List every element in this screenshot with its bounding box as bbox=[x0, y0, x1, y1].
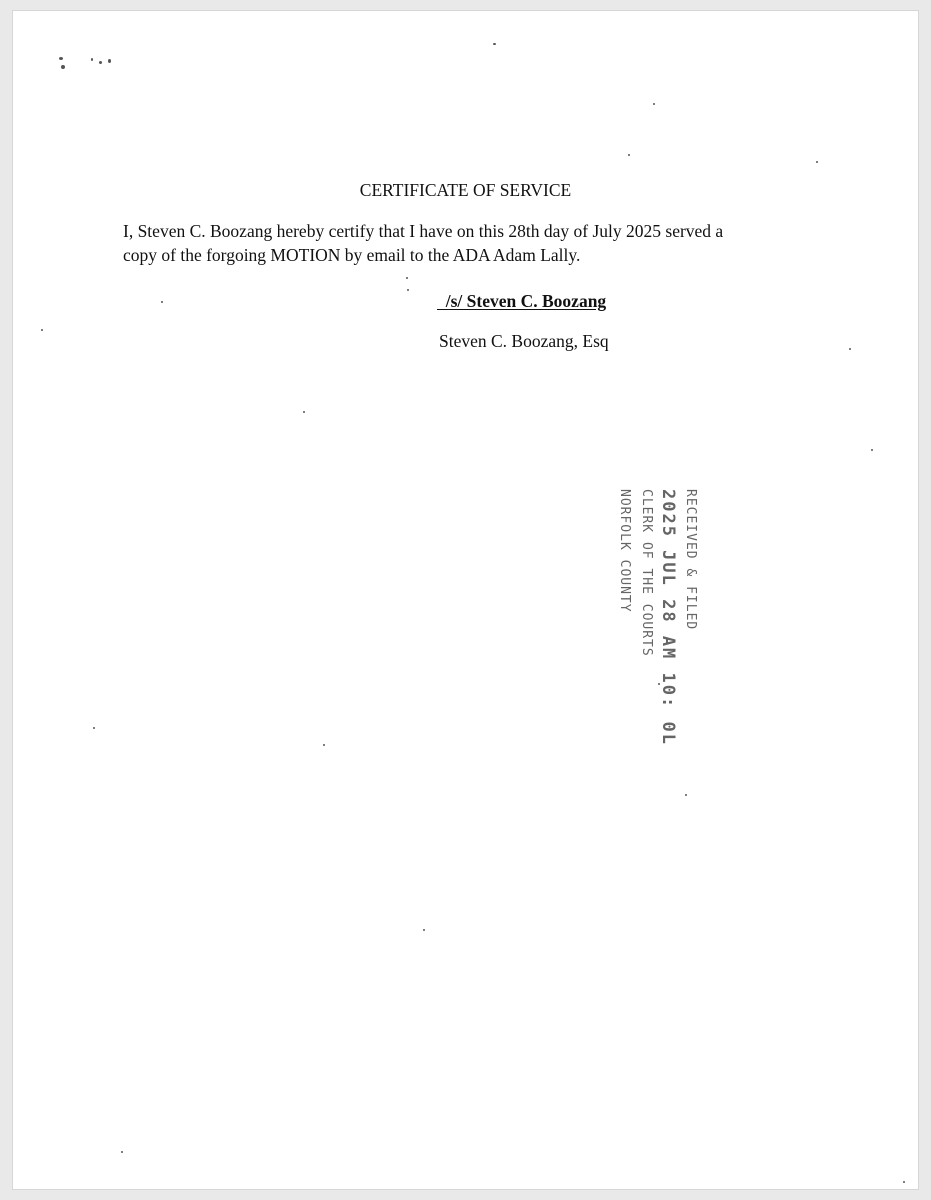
scan-speck bbox=[653, 103, 655, 105]
signatory-name: Steven C. Boozang, Esq bbox=[439, 331, 609, 351]
scan-speck bbox=[41, 329, 43, 331]
scan-speck bbox=[61, 65, 65, 69]
scan-speck bbox=[871, 449, 873, 451]
scan-speck bbox=[903, 1181, 905, 1183]
scan-speck bbox=[59, 57, 63, 60]
paragraph-line: I, Steven C. Boozang hereby certify that I have on this 28th day of July 2025 served a bbox=[123, 221, 724, 241]
document-title bbox=[13, 178, 918, 202]
electronic-signature: /s/ Steven C. Boozang bbox=[437, 291, 607, 311]
scan-speck bbox=[628, 154, 630, 156]
stamp-line: CLERK OF THE COURTS bbox=[639, 489, 654, 657]
scan-speck bbox=[406, 277, 408, 279]
stamp-line: NORFOLK COUNTY bbox=[617, 489, 632, 613]
scan-speck bbox=[91, 58, 93, 61]
scan-speck bbox=[303, 411, 305, 413]
scan-speck bbox=[99, 61, 102, 64]
paragraph-line: copy of the forgoing MOTION by email to the ADA Adam Lally. bbox=[123, 245, 581, 265]
scan-speck bbox=[493, 43, 496, 45]
scan-speck bbox=[849, 348, 851, 350]
scan-speck bbox=[685, 794, 687, 796]
scan-speck bbox=[93, 727, 95, 729]
scan-speck bbox=[423, 929, 425, 931]
scan-speck bbox=[108, 59, 111, 63]
scan-speck bbox=[121, 1151, 123, 1153]
certification-paragraph bbox=[123, 219, 823, 267]
scan-speck bbox=[816, 161, 818, 163]
document-title-text: CERTIFICATE OF SERVICE bbox=[359, 180, 572, 200]
stamp-date-line: 2025 JUL 28 AM 10: 0L bbox=[658, 489, 678, 746]
scan-speck bbox=[161, 301, 163, 303]
scan-speck bbox=[407, 289, 409, 291]
scan-speck bbox=[323, 744, 325, 746]
stamp-line: RECEIVED & FILED bbox=[683, 489, 698, 631]
document-page bbox=[12, 10, 919, 1190]
